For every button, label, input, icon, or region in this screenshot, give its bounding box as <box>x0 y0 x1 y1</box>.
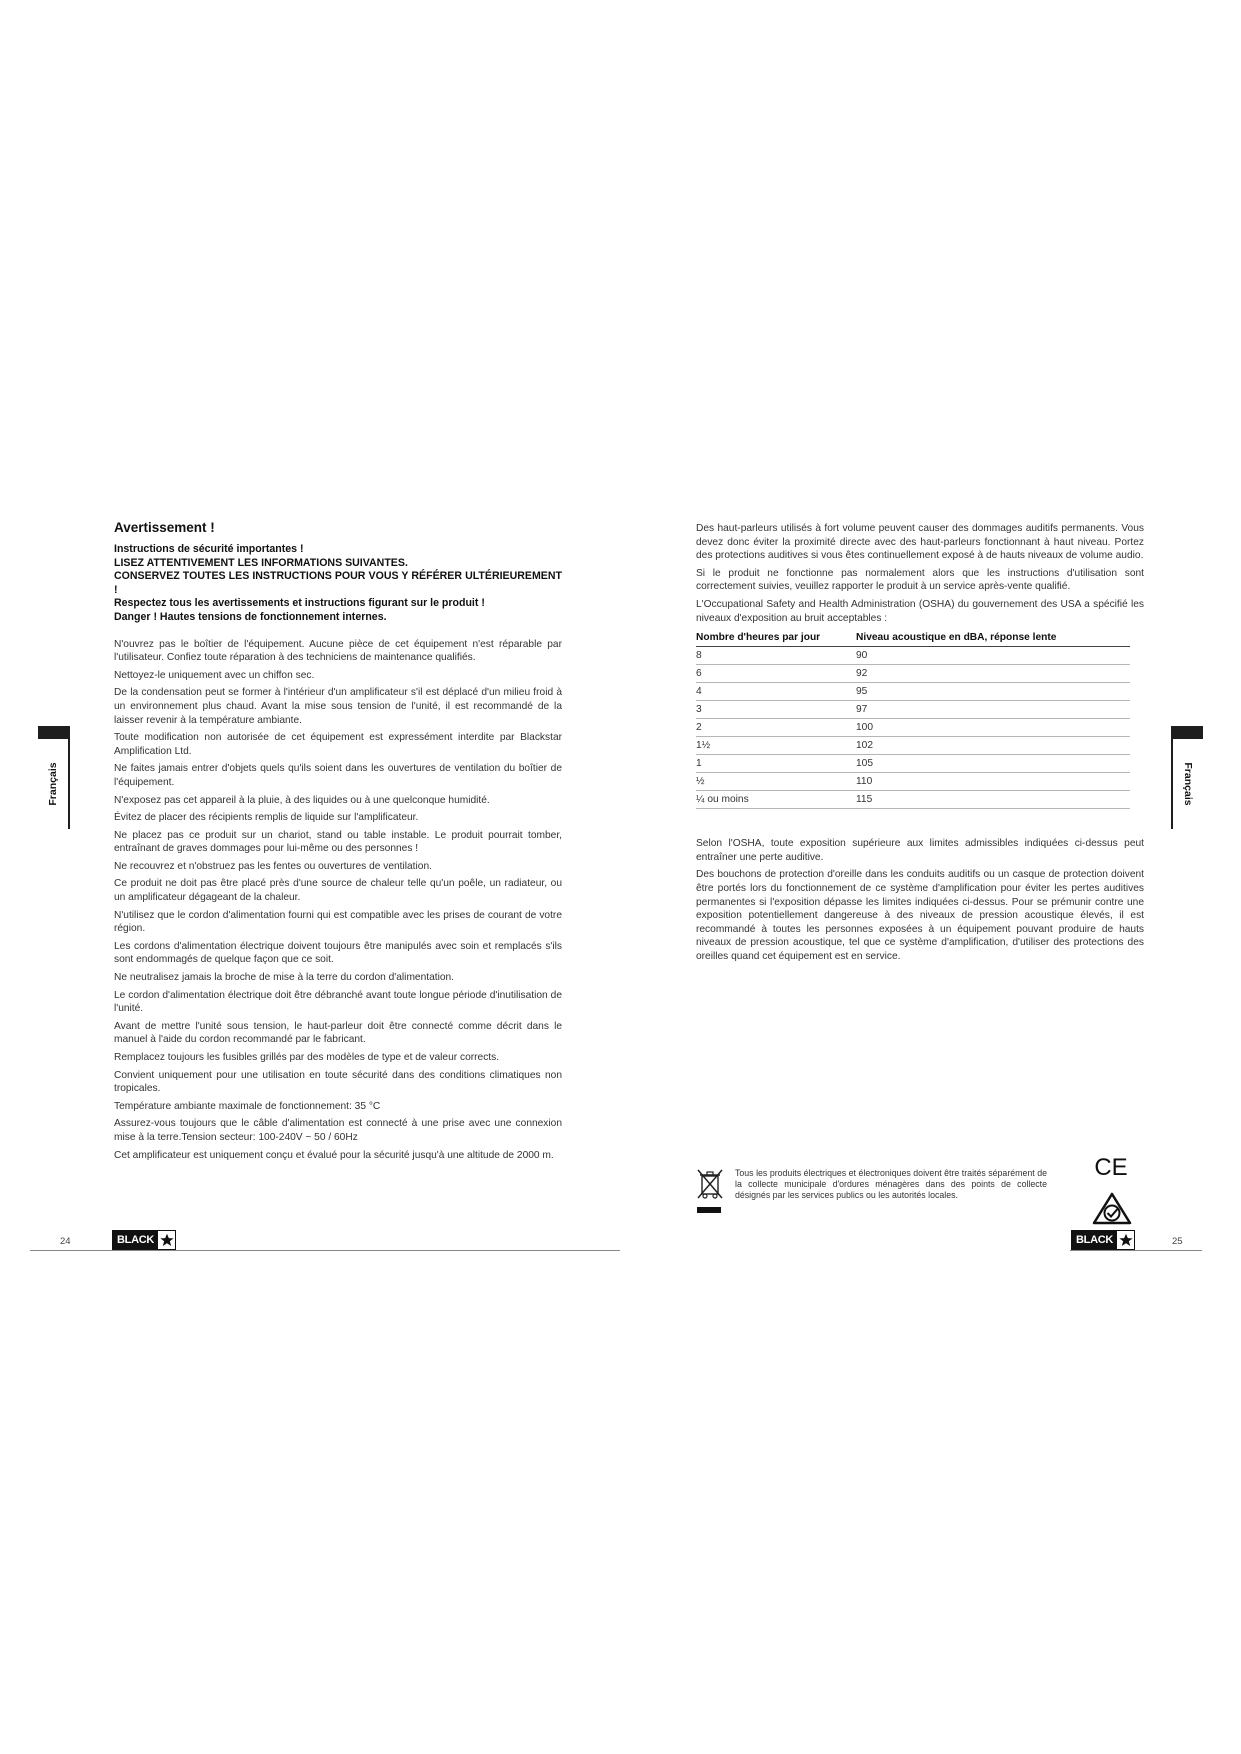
language-tab-label: Français <box>1182 762 1194 806</box>
safety-paragraph: Évitez de placer des récipients remplis de liquide sur l'amplificateur. <box>114 812 419 824</box>
blackstar-logo <box>1071 1230 1135 1250</box>
hours-cell: 6 <box>696 665 856 683</box>
safety-paragraph: Température ambiante maximale de fonctionnement: 35 °C <box>114 1100 381 1112</box>
table-row <box>696 755 1130 773</box>
star-icon <box>158 1231 175 1249</box>
level-cell: 95 <box>856 683 1130 701</box>
level-cell: 110 <box>856 773 1130 791</box>
safety-paragraph: Nettoyez-le uniquement avec un chiffon sec. <box>114 669 315 681</box>
warning-section <box>114 520 562 1166</box>
hours-cell: 1½ <box>696 737 856 755</box>
safety-paragraph: Remplacez toujours les fusibles grillés par des modèles de type et de valeur corrects. <box>114 1052 500 1063</box>
safety-paragraph: N'utilisez que le cordon d'alimentation fourni qui est compatible avec les prises de courant de votre région. <box>114 909 562 935</box>
instruction-line: CONSERVEZ TOUTES LES INSTRUCTIONS POUR VOUS Y RÉFÉRER ULTÉRIEUREMENT ! <box>114 570 562 596</box>
hearing-paragraph: Des haut-parleurs utilisés à fort volume peuvent causer des dommages auditifs permanents. Vous devez donc éviter la proximité directe avec des haut-parleurs fonctionnant à haut niveau. Portez des protections auditives si vous êtes continuellement exposé à de hauts niveaux de volume audio. <box>696 523 1144 562</box>
page-number: 24 <box>60 1236 71 1247</box>
hearing-paragraph: Des bouchons de protection d'oreille dans les conduits auditifs ou un casque de protection doivent être portés lors du fonctionnement de ce système d'amplification pour éviter les pertes auditives permanentes si l'exposition dépasse les limites indiquées ci-dessus. Pour se prémunir contre une exposition potentiellement dangereuse à des niveaux de pression acoustique élevés, il est recommandé à toutes les personnes exposées à un équipement pouvant produire de hauts niveaux de pression acoustique, tel que ce système d'amplification, d'utiliser des protections des oreilles quand cet équipement est en service. <box>696 869 1144 962</box>
instruction-line: Danger ! Hautes tensions de fonctionnement internes. <box>114 610 387 623</box>
page-number: 25 <box>1172 1236 1183 1247</box>
column-header-level: Niveau acoustique en dBA, réponse lente <box>856 630 1130 647</box>
blackstar-logo <box>112 1230 176 1250</box>
level-cell: 90 <box>856 647 1130 665</box>
certification-marks <box>1091 1153 1133 1231</box>
safety-paragraph: Ne recouvrez et n'obstruez pas les fentes ou ouvertures de ventilation. <box>114 860 432 872</box>
warning-heading: Avertissement ! <box>114 520 215 535</box>
level-cell: 102 <box>856 737 1130 755</box>
hearing-paragraph: Si le produit ne fonctionne pas normalement alors que les instructions d'utilisation sont correctement suivies, veuillez rapporter le produit à un service après-vente qualifié. <box>696 567 1144 593</box>
rcm-mark-icon <box>1091 1192 1133 1226</box>
logo-word: BLACK <box>117 1234 154 1246</box>
level-cell: 115 <box>856 791 1130 809</box>
safety-instructions <box>114 543 562 625</box>
safety-paragraph: Ne placez pas ce produit sur un chariot, stand ou table instable. Le produit pourrait tomber, entraînant de graves dommages pour lui-même ou des personnes ! <box>114 829 562 855</box>
hours-cell: 4 <box>696 683 856 701</box>
level-cell: 100 <box>856 719 1130 737</box>
table-row <box>696 773 1130 791</box>
safety-paragraph: De la condensation peut se former à l'intérieur d'un amplificateur s'il est déplacé d'un milieu froid à un environnement plus chaud. Avant la mise sous tension de l'unité, il est recommandé de la laisser revenir à la température ambiante. <box>114 687 562 726</box>
table-spacer <box>696 809 1144 837</box>
safety-paragraph: Convient uniquement pour une utilisation en toute sécurité dans des conditions climatiques non tropicales. <box>114 1069 562 1095</box>
safety-paragraph: N'ouvrez pas le boîtier de l'équipement. Aucune pièce de cet équipement n'est réparable par l'utilisateur. Confiez toute réparation à des techniciens de maintenance qualifiés. <box>114 638 562 664</box>
level-cell: 92 <box>856 665 1130 683</box>
hearing-paragraph: Selon l'OSHA, toute exposition supérieure aux limites admissibles indiquées ci-dessus peut entraîner une perte auditive. <box>696 838 1144 863</box>
hours-cell: ¼ ou moins <box>696 791 856 809</box>
osha-exposure-table <box>696 630 1130 809</box>
hearing-section <box>696 522 1144 968</box>
safety-paragraph: Ne faites jamais entrer d'objets quels qu'ils soient dans les ouvertures de ventilation du boîtier de l'équipement. <box>114 763 562 788</box>
safety-paragraph: N'exposez pas cet appareil à la pluie, à des liquides ou à une quelconque humidité. <box>114 794 490 806</box>
language-tab <box>38 726 70 829</box>
hours-cell: 3 <box>696 701 856 719</box>
table-header-row <box>696 630 1130 647</box>
language-tab-label: Français <box>47 762 59 806</box>
table-row <box>696 791 1130 809</box>
footer-rule <box>1070 1250 1202 1251</box>
instruction-line: Respectez tous les avertissements et instructions figurant sur le produit ! <box>114 597 485 610</box>
star-icon <box>1117 1231 1134 1249</box>
level-cell: 97 <box>856 701 1130 719</box>
instruction-line: LISEZ ATTENTIVEMENT LES INFORMATIONS SUIVANTES. <box>114 556 408 569</box>
hours-cell: 8 <box>696 647 856 665</box>
hours-cell: ½ <box>696 773 856 791</box>
footer-rule <box>30 1250 620 1251</box>
table-row <box>696 737 1130 755</box>
hours-cell: 2 <box>696 719 856 737</box>
table-row <box>696 701 1130 719</box>
hearing-paragraph: L'Occupational Safety and Health Administration (OSHA) du gouvernement des USA a spécifié les niveaux d'exposition au bruit acceptables : <box>696 598 1144 624</box>
hours-cell: 1 <box>696 755 856 773</box>
ce-mark-text: CE <box>1094 1154 1128 1181</box>
level-cell: 105 <box>856 755 1130 773</box>
table-row <box>696 719 1130 737</box>
safety-paragraph: Ne neutralisez jamais la broche de mise à la terre du cordon d'alimentation. <box>114 972 455 984</box>
weee-bin-icon <box>695 1168 725 1213</box>
table-row <box>696 683 1130 701</box>
safety-paragraph: Assurez-vous toujours que le câble d'alimentation est connecté à une prise avec une connexion mise à la terre.Tension secteur: 100-240V ~ 50 / 60Hz <box>114 1118 562 1143</box>
safety-paragraph: Avant de mettre l'unité sous tension, le haut-parleur doit être connecté comme décrit dans le manuel à l'aide du cordon recommandé par le fabricant. <box>114 1020 562 1046</box>
weee-bar <box>697 1207 721 1213</box>
safety-paragraph: Le cordon d'alimentation électrique doit être débranché avant toute longue période d'inutilisation de l'unité. <box>114 989 562 1015</box>
ce-mark-icon <box>1091 1153 1133 1183</box>
weee-notice <box>695 1168 1047 1213</box>
instruction-line: Instructions de sécurité importantes ! <box>114 543 304 555</box>
table-row <box>696 647 1130 665</box>
safety-paragraph: Les cordons d'alimentation électrique doivent toujours être manipulés avec soin et remplacés s'ils sont endommagés de quelque façon que ce soit. <box>114 940 562 966</box>
safety-paragraph: Ce produit ne doit pas être placé près d'une source de chaleur telle qu'un poêle, un radiateur, ou un amplificateur dégageant de la chaleur. <box>114 878 562 904</box>
logo-word: BLACK <box>1076 1234 1113 1246</box>
safety-paragraph: Cet amplificateur est uniquement conçu et évalué pour la sécurité jusqu'à une altitude de 2000 m. <box>114 1149 554 1161</box>
column-header-hours: Nombre d'heures par jour <box>696 630 856 647</box>
weee-text: Tous les produits électriques et électroniques doivent être traités séparément de la collecte municipale d'ordures ménagères dans des points de collecte désignés par les services publics ou les autorités locales. <box>735 1168 1047 1200</box>
language-tab <box>1171 726 1203 829</box>
table-row <box>696 665 1130 683</box>
safety-paragraph: Toute modification non autorisée de cet équipement est expressément interdite par Blackstar Amplification Ltd. <box>114 732 562 757</box>
left-page <box>0 0 620 1754</box>
